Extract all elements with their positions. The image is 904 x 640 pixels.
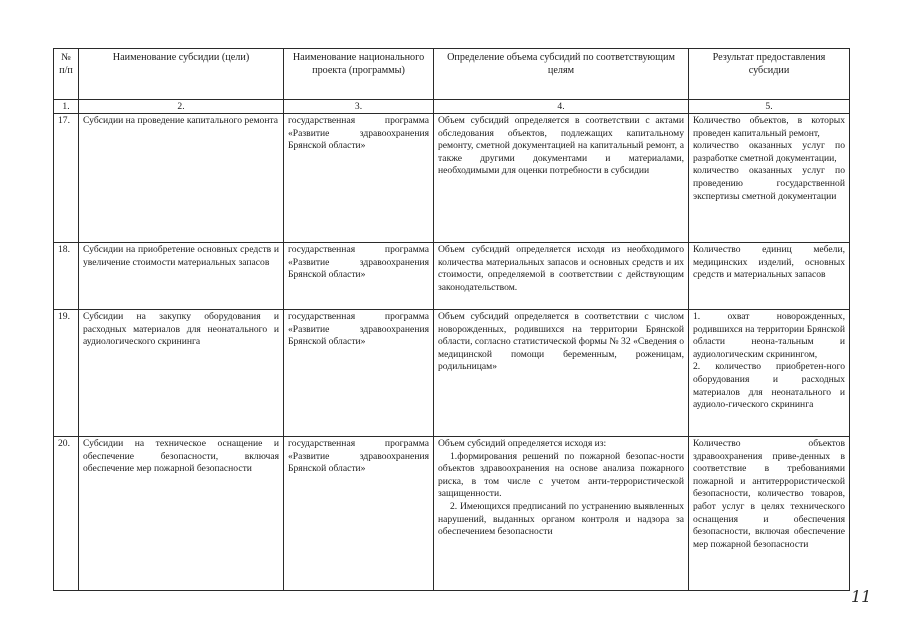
program-name: государственная программа «Развитие здравоохранения Брянской области» — [284, 310, 434, 437]
program-name: государственная программа «Развитие здравоохранения Брянской области» — [284, 114, 434, 243]
table-row — [54, 243, 850, 310]
subsidy-table — [53, 48, 850, 591]
table-row — [54, 310, 850, 437]
header-volume: Определение объема субсидий по соответствующим целям — [434, 49, 689, 100]
volume-definition: Объем субсидий определяется в соответствии с числом новорожденных, родившихся на территории Брянской области, согласно статистической формы № 32 «Сведения о медицинской помощи беременным, роженицам, родильницам» — [434, 310, 689, 437]
header-result: Результат предоставления субсидии — [689, 49, 850, 100]
header-num: № п/п — [54, 49, 79, 100]
volume-item: 1.формирования решений по пожарной безопас-ности объектов здравоохранения на основе анализа пожарного риска, в том числе с учетом анти-террористической защищенности. — [438, 450, 684, 500]
volume-definition: Объем субсидий определяется исходя из необходимого количества материальных запасов и основных средств и их стоимости, определяемой в соответствии с действующим законодательством. — [434, 243, 689, 310]
subsidy-name: Субсидии на техническое оснащение и обеспечение безопасности, включая обеспечение мер пожарной безопасности — [79, 437, 284, 591]
row-number: 20. — [54, 437, 79, 591]
result-line: 1. охват новорожденных, родившихся на территории Брянской области неона-тальным и аудиологическим скринингом, — [693, 311, 845, 360]
column-number-row — [54, 100, 850, 114]
result-cell — [689, 243, 850, 310]
header-program: Наименование национального проекта (программы) — [284, 49, 434, 100]
subsidy-name: Субсидии на закупку оборудования и расходных материалов для неонатального и аудиологического скрининга — [79, 310, 284, 437]
result-cell — [689, 114, 850, 243]
volume-definition — [434, 437, 689, 591]
result-line: Количество объектов здравоохранения приве-денных в соответствие в требованиями пожарной и антитеррористической безопасности, количество товаров, работ услуг в целях технического оснащения и обеспечения безопасности, включая обеспечение мер пожарной безопасности — [693, 438, 845, 550]
subsidy-name: Субсидии на приобретение основных средств и увеличение стоимости материальных запасов — [79, 243, 284, 310]
header-name: Наименование субсидии (цели) — [79, 49, 284, 100]
result-cell — [689, 437, 850, 591]
col-number-1: 1. — [54, 100, 79, 114]
header-row — [54, 49, 850, 100]
result-line: количество оказанных услуг по разработке сметной документации, — [693, 140, 845, 164]
volume-definition: Объем субсидий определяется в соответствии с актами обследования объектов, подлежащих капитальному ремонту, сметной документацией на капитальный ремонт, а также другими документами и материалами, необходимыми для оценки потребности в субсидии — [434, 114, 689, 243]
row-number: 18. — [54, 243, 79, 310]
program-name: государственная программа «Развитие здравоохранения Брянской области» — [284, 243, 434, 310]
result-line: Количество объектов, в которых проведен капитальный ремонт, — [693, 115, 845, 139]
table-row — [54, 437, 850, 591]
col-number-3: 3. — [284, 100, 434, 114]
result-cell — [689, 310, 850, 437]
row-number: 17. — [54, 114, 79, 243]
result-line: количество оказанных услуг по проведению государственной экспертизы сметной документации — [693, 165, 845, 202]
result-line: 2. количество приобретен-ного оборудования и расходных материалов для неонатального и аудиоло-гического скрининга — [693, 361, 845, 411]
table-row — [54, 114, 850, 243]
program-name: государственная программа «Развитие здравоохранения Брянской области» — [284, 437, 434, 591]
result-line: Количество единиц мебели, медицинских изделий, основных средств и материальных запасов — [693, 244, 845, 281]
col-number-4: 4. — [434, 100, 689, 114]
volume-intro: Объем субсидий определяется исходя из: — [438, 438, 607, 449]
col-number-2: 2. — [79, 100, 284, 114]
col-number-5: 5. — [689, 100, 850, 114]
volume-item: 2. Имеющихся предписаний по устранению выявленных нарушений, выданных органом контроля и надзора за обеспечением безопасности — [438, 500, 684, 538]
row-number: 19. — [54, 310, 79, 437]
page-number: 11 — [851, 587, 872, 606]
subsidy-name: Субсидии на проведение капитального ремонта — [79, 114, 284, 243]
